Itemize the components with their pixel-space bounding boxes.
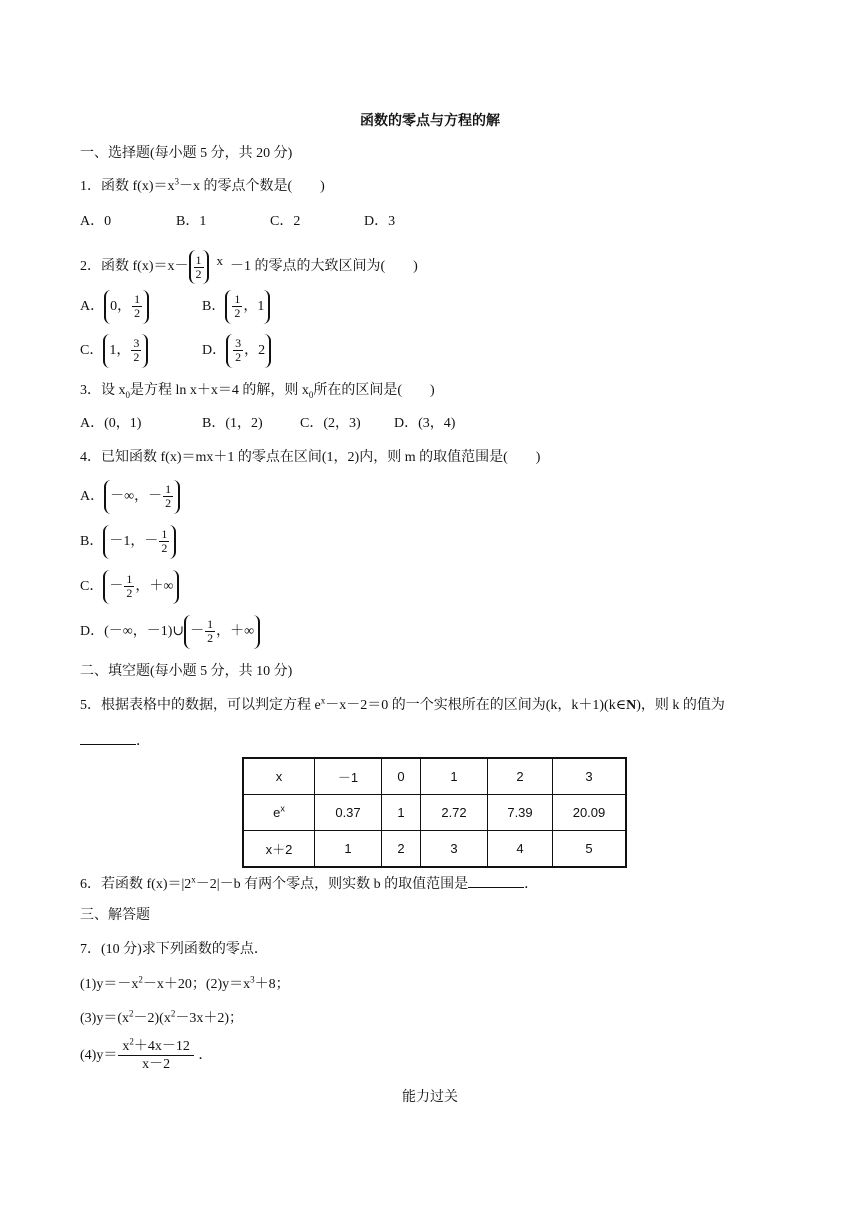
question-3: 3．设 $x_0$是方程 ln x＋x＝4 的解，则 $x_0$所在的区间是( ) bbox=[80, 383, 435, 400]
blank-line bbox=[80, 730, 136, 745]
question-2-options-cd bbox=[80, 333, 271, 369]
question-6: 6．若函数 $f(x)=|2^x-2|-b$ 有两个零点，则实数 b 的取值范围是 ． bbox=[80, 874, 539, 892]
section-footer: 能力过关 bbox=[402, 1090, 458, 1105]
question-7: 7．(10 分)求下列函数的零点． bbox=[80, 942, 268, 957]
answer-blank-5: ． bbox=[80, 730, 150, 752]
option-b: B． $\frac{1}{2}$ ，1 bbox=[202, 289, 270, 325]
option-a: A．0 bbox=[80, 214, 112, 229]
question-3-options bbox=[80, 414, 455, 434]
option-d: D．(－∞，－1)∪ － $\frac{1}{2}$ ，＋∞ bbox=[80, 614, 260, 650]
section-heading-answer: 三、解答题 bbox=[80, 908, 150, 923]
blank-line bbox=[468, 873, 524, 888]
question-2: 2．函数 f(x)＝x－ $\frac{1}{2}$ x －1 的零点的大致区间为( ) bbox=[80, 250, 418, 284]
table-row: x －1 0 1 2 3 bbox=[243, 758, 626, 795]
question-4: 4．已知函数 f(x)＝mx＋1 的零点在区间(1，2)内，则 m 的取值范围是( ) bbox=[80, 450, 541, 465]
table-row: $e^x$ 0.37 1 2.72 7.39 20.09 bbox=[243, 795, 626, 831]
question-7-part-1-2: $(1)y=-x^2-x+20$；$(2)y=x^3+8$； bbox=[80, 974, 290, 992]
question-1: 1．函数 $f(x)=x^3-x$ 的零点个数是( ) bbox=[80, 176, 325, 194]
option-c: C． 1， $\frac{3}{2}$ bbox=[80, 333, 202, 369]
option-c: C．(2，3) bbox=[300, 416, 361, 431]
page-title: 函数的零点与方程的解 bbox=[360, 114, 500, 129]
option-a: A．(0，1) bbox=[80, 416, 142, 431]
question-1-options bbox=[80, 212, 395, 232]
section-heading-fill: 二、填空题(每小题 5 分，共 10 分) bbox=[80, 664, 293, 679]
data-table bbox=[242, 757, 627, 868]
option-d: D．(3，4) bbox=[394, 416, 456, 431]
option-c: C．2 bbox=[270, 214, 301, 229]
question-5: 5．根据表格中的数据，可以判定方程 $e^x-x-2=0$ 的一个实根所在的区间为(k，k＋1)(k∈N)，则 k 的值为 bbox=[80, 695, 725, 713]
bracket-group: $\frac{1}{2}$ bbox=[189, 250, 209, 284]
option-b: B． －1，－ $\frac{1}{2}$ bbox=[80, 524, 176, 560]
question-2-options-ab bbox=[80, 289, 270, 325]
option-b: B．(1，2) bbox=[202, 416, 263, 431]
option-d: D． $\frac{3}{2}$ ，2 bbox=[202, 333, 271, 369]
question-7-part-3: $(3)y=(x^2-2)(x^2-3x+2)$； bbox=[80, 1008, 243, 1026]
question-7-part-4: (4)y＝ $\frac{x^2+4x-12}{x-2}$ ． bbox=[80, 1036, 213, 1073]
table-row: x＋2 1 2 3 4 5 bbox=[243, 831, 626, 868]
option-b: B．1 bbox=[176, 214, 207, 229]
option-d: D．3 bbox=[364, 214, 396, 229]
option-a: A． 0， $\frac{1}{2}$ bbox=[80, 289, 202, 325]
option-c: C． － $\frac{1}{2}$ ，＋∞ bbox=[80, 569, 179, 605]
option-a: A． －∞，－ $\frac{1}{2}$ bbox=[80, 479, 180, 515]
section-heading-choice: 一、选择题(每小题 5 分，共 20 分) bbox=[80, 146, 293, 161]
